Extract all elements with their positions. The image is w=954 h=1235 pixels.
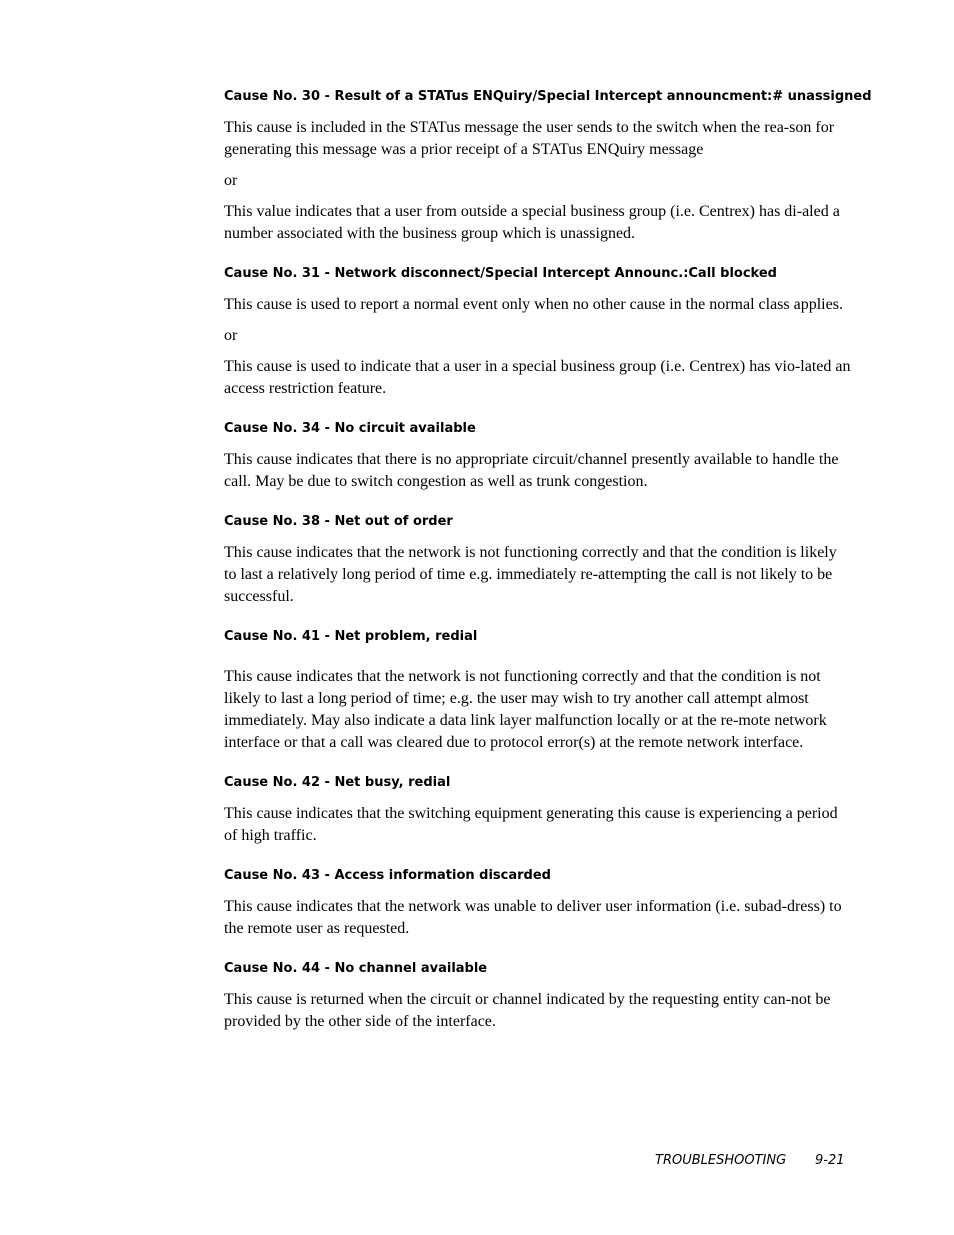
document-body <box>224 86 872 1042</box>
footer-section-title: TROUBLESHOOTING <box>655 1153 787 1168</box>
section-cause-30 <box>224 86 872 245</box>
section-cause-31 <box>224 263 852 400</box>
section-cause-42 <box>224 772 852 847</box>
paragraph: This cause indicates that the network is not functioning correctly and that the condition is not likely to last a long period of time; e.g. the user may wish to try another call attempt almost immediately. May also indicate a data link layer malfunction locally or at the re-mote network interface or that a call was cleared due to protocol error(s) at the remote network interface. <box>224 668 827 751</box>
heading-cause-44: Cause No. 44 - No channel available <box>224 961 488 976</box>
page-number: 9-21 <box>815 1153 845 1168</box>
paragraph: This cause is used to report a normal event only when no other cause in the normal class applies. <box>224 296 843 313</box>
paragraph-or: or <box>224 327 238 344</box>
section-cause-34 <box>224 418 852 493</box>
heading-cause-31: Cause No. 31 - Network disconnect/Special Intercept Announc.:Call blocked <box>224 266 777 281</box>
paragraph: This cause indicates that the switching equipment generating this cause is experiencing a period of high traffic. <box>224 805 838 844</box>
paragraph-or: or <box>224 172 238 189</box>
section-cause-38 <box>224 511 852 608</box>
paragraph: This value indicates that a user from outside a special business group (i.e. Centrex) has di-aled a number associated with the business group which is unassigned. <box>224 203 840 242</box>
paragraph: This cause is included in the STATus message the user sends to the switch when the rea-son for generating this message was a prior receipt of a STATus ENQuiry message <box>224 119 835 158</box>
heading-cause-42: Cause No. 42 - Net busy, redial <box>224 775 451 790</box>
heading-cause-43: Cause No. 43 - Access information discarded <box>224 868 551 883</box>
heading-cause-30: Cause No. 30 - Result of a STATus ENQuiry/Special Intercept announcment:# unassigned <box>224 89 872 104</box>
section-cause-44 <box>224 958 852 1033</box>
heading-cause-41: Cause No. 41 - Net problem, redial <box>224 629 478 644</box>
section-cause-43 <box>224 865 852 940</box>
page-footer <box>655 1150 845 1172</box>
paragraph: This cause is used to indicate that a user in a special business group (i.e. Centrex) has vio-lated an access restriction feature. <box>224 358 851 397</box>
paragraph: This cause indicates that there is no appropriate circuit/channel presently available to handle the call. May be due to switch congestion as well as trunk congestion. <box>224 451 839 490</box>
paragraph: This cause is returned when the circuit or channel indicated by the requesting entity can-not be provided by the other side of the interface. <box>224 991 831 1030</box>
section-cause-41 <box>224 626 852 754</box>
heading-cause-34: Cause No. 34 - No circuit available <box>224 421 476 436</box>
paragraph: This cause indicates that the network is not functioning correctly and that the condition is likely to last a relatively long period of time e.g. immediately re-attempting the call is not likely to be successful. <box>224 544 837 605</box>
paragraph: This cause indicates that the network was unable to deliver user information (i.e. subad-dress) to the remote user as requested. <box>224 898 842 937</box>
heading-cause-38: Cause No. 38 - Net out of order <box>224 514 453 529</box>
